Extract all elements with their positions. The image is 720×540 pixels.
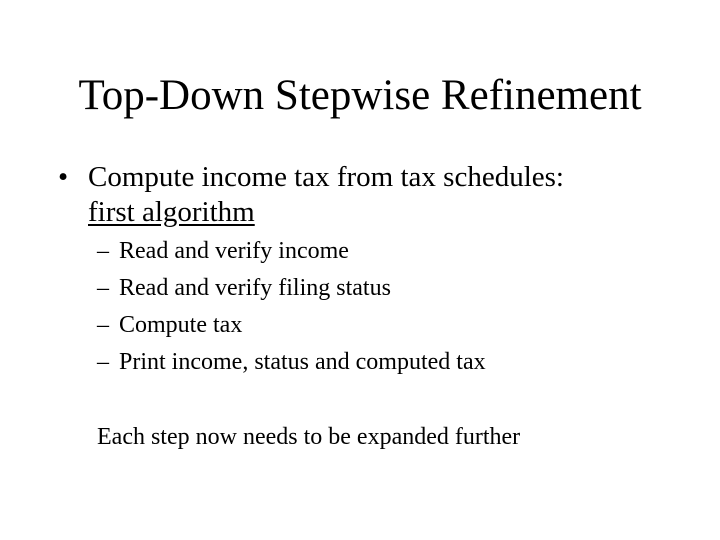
dash-marker: –: [97, 238, 109, 264]
sub-item-text: Read and verify income: [119, 238, 349, 264]
sub-bullet-list: [97, 233, 677, 381]
sub-item-compute-tax: [97, 307, 677, 344]
main-bullet-line-1: Compute income tax from tax schedules:: [88, 161, 564, 193]
sub-item-print: [97, 344, 677, 381]
main-bullet-text: [88, 160, 668, 230]
dash-marker: –: [97, 312, 109, 338]
sub-item-text: Compute tax: [119, 312, 243, 338]
bullet-marker: •: [58, 161, 69, 193]
dash-marker: –: [97, 349, 109, 375]
slide-note: Each step now needs to be expanded further: [97, 424, 521, 450]
sub-item-read-status: [97, 270, 677, 307]
main-bullet-line-2: first algorithm: [88, 196, 255, 228]
dash-marker: –: [97, 275, 109, 301]
sub-item-text: Print income, status and computed tax: [119, 349, 486, 375]
slide-title: Top-Down Stepwise Refinement: [78, 72, 642, 119]
sub-item-read-income: [97, 233, 677, 270]
sub-item-text: Read and verify filing status: [119, 275, 391, 301]
